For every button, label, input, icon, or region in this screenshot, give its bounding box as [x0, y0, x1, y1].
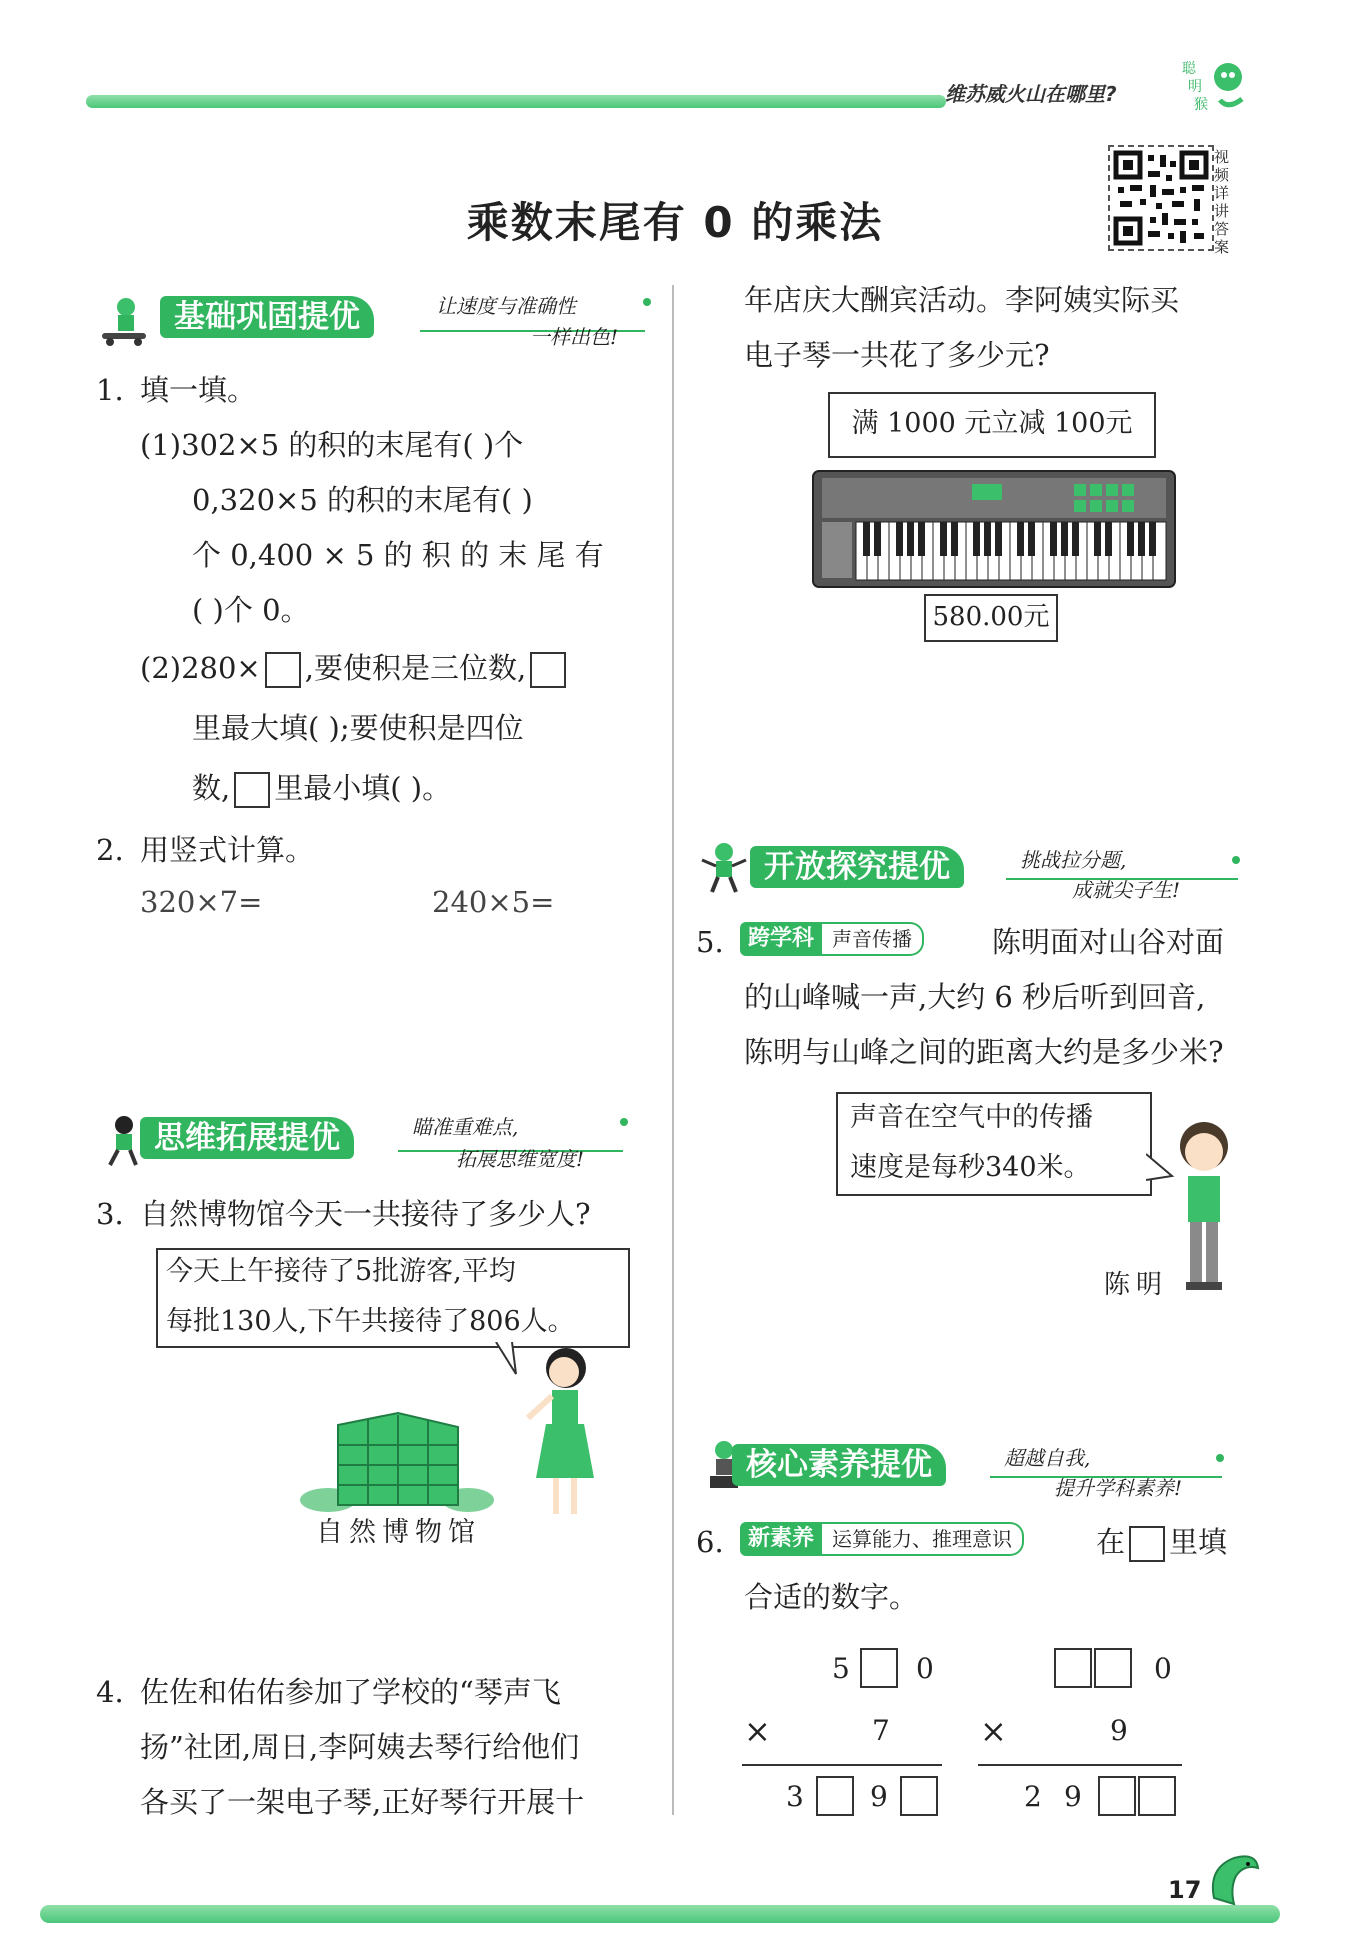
- header-tip: 维苏威火山在哪里?: [945, 82, 1117, 106]
- q6-badge: [740, 1522, 1024, 1556]
- q1-part2-line1: [140, 640, 570, 696]
- q1-part1-line2: 0,320×5 的积的末尾有( ): [192, 483, 533, 517]
- calc1-line: [742, 1764, 942, 1766]
- header-bar: [86, 95, 946, 108]
- q1-part1-line4: ( )个 0。: [192, 593, 310, 627]
- q2-title: 用竖式计算。: [140, 833, 315, 867]
- q6-line1-text-b: 里填: [1169, 1525, 1228, 1559]
- calc1-result-digit-b: 9: [870, 1780, 888, 1813]
- calc1-top-box[interactable]: [860, 1648, 898, 1688]
- calc2-top-box-1[interactable]: [1054, 1648, 1092, 1688]
- q4-line1: 佐佐和佑佑参加了学校的“琴声飞: [140, 1675, 561, 1709]
- svg-text:明: 明: [1188, 79, 1202, 95]
- q3-speech-bubble: [156, 1248, 630, 1348]
- answer-box[interactable]: [265, 652, 301, 688]
- q1-part1-line3: 个 0,400 × 5 的 积 的 末 尾 有: [192, 538, 604, 572]
- promo-sign: 满 1000 元立减 100元: [828, 392, 1156, 458]
- q6-line2: 合适的数字。: [744, 1580, 919, 1614]
- electronic-keyboard-icon: [812, 470, 1176, 588]
- qr-label: 视频详讲答案: [1214, 148, 1230, 256]
- answer-box[interactable]: [1129, 1526, 1165, 1562]
- calc2-times-sign: ×: [980, 1712, 1007, 1750]
- section-basic-slogan-2: 一样出色!: [530, 325, 619, 349]
- dolphin-mascot-icon: [1204, 1848, 1262, 1908]
- section-open-slogan-2: 成就尖子生!: [1072, 878, 1181, 902]
- section-open-dot: [1232, 856, 1240, 864]
- q5-badge-topic: 声音传播: [822, 922, 924, 956]
- q6-line1-text-a: 在: [1096, 1525, 1126, 1559]
- q4-number: 4.: [96, 1675, 124, 1709]
- q6-number: 6.: [696, 1525, 724, 1559]
- section-core-dot: [1216, 1454, 1224, 1462]
- calc1-times-sign: ×: [744, 1712, 771, 1750]
- calc2-result-box-2[interactable]: [1138, 1776, 1176, 1816]
- spinning-kid-icon: [696, 840, 752, 894]
- q4-line3: 各买了一架电子琴,正好琴行开展十: [140, 1785, 585, 1819]
- answer-box[interactable]: [530, 652, 566, 688]
- calc1-result-box-1[interactable]: [816, 1776, 854, 1816]
- monkey-mascot-icon: [1180, 55, 1250, 115]
- q3-bubble-line1: 今天上午接待了5批游客,平均: [166, 1256, 516, 1287]
- calc2-result-digit-b: 9: [1064, 1780, 1082, 1813]
- footer-bar: [40, 1905, 1280, 1923]
- q4-line5: 电子琴一共花了多少元?: [744, 338, 1050, 372]
- q5-line1: 陈明面对山谷对面: [992, 925, 1225, 959]
- q5-badge-type: 跨学科: [740, 922, 822, 956]
- q5-line3: 陈明与山峰之间的距离大约是多少米?: [744, 1035, 1224, 1069]
- skateboard-kid-icon: [96, 293, 152, 347]
- calc1-top-digit-a: 5: [832, 1652, 850, 1685]
- section-basic-dot: [643, 298, 651, 306]
- q5-line2: 的山峰喊一声,大约 6 秒后听到回音,: [744, 980, 1206, 1014]
- svg-text:猴: 猴: [1194, 97, 1208, 113]
- q3-number: 3.: [96, 1197, 124, 1231]
- girl-character-icon: [518, 1338, 608, 1528]
- q5-badge: [740, 922, 924, 956]
- q6-badge-type: 新素养: [740, 1522, 822, 1556]
- calc1-result-digit-a: 3: [786, 1780, 804, 1813]
- q1-title: 填一填。: [140, 373, 257, 407]
- q4-line4: 年店庆大酬宾活动。李阿姨实际买: [744, 283, 1180, 317]
- calc2-line: [978, 1764, 1182, 1766]
- calc1-multiplier: 7: [872, 1714, 890, 1747]
- page-title: 乘数末尾有 0 的乘法: [466, 198, 884, 247]
- q5-person-name: 陈明: [1104, 1270, 1169, 1300]
- calc2-multiplier: 9: [1110, 1714, 1128, 1747]
- section-core-tab: 核心素养提优: [732, 1444, 946, 1486]
- museum-building-icon: [298, 1405, 496, 1515]
- q1-part1-line1: (1)302×5 的积的末尾有( )个: [140, 428, 524, 462]
- section-thinking-dot: [620, 1118, 628, 1126]
- answer-box[interactable]: [234, 772, 270, 808]
- calc2-result-digit-a: 2: [1024, 1780, 1042, 1813]
- q2-expression-1: 320×7=: [140, 885, 263, 919]
- section-open-slogan-1: 挑战拉分题,: [1020, 848, 1127, 872]
- q5-speech-bubble: [836, 1092, 1152, 1196]
- q2-expression-2: 240×5=: [432, 885, 555, 919]
- q1-part2-text-d: 里最小填( )。: [274, 771, 452, 805]
- q5-bubble-line2: 速度是每秒340米。: [850, 1152, 1091, 1183]
- price-tag: 580.00元: [924, 594, 1058, 642]
- calc2-top-box-2[interactable]: [1094, 1648, 1132, 1688]
- calc2-result-box-1[interactable]: [1098, 1776, 1136, 1816]
- q1-part2-text-b: ,要使积是三位数,: [304, 651, 527, 685]
- q6-line1: [1096, 1514, 1227, 1570]
- q1-number: 1.: [96, 373, 124, 407]
- section-core-slogan-1: 超越自我,: [1004, 1446, 1091, 1470]
- q2-number: 2.: [96, 833, 124, 867]
- q4-line2: 扬”社团,周日,李阿姨去琴行给他们: [140, 1730, 580, 1764]
- calc2-top-digit: 0: [1154, 1652, 1172, 1685]
- section-thinking-tab: 思维拓展提优: [140, 1117, 354, 1159]
- q3-text: 自然博物馆今天一共接待了多少人?: [140, 1197, 591, 1231]
- page-number: 17: [1168, 1876, 1202, 1904]
- q5-number: 5.: [696, 925, 724, 959]
- section-open-tab: 开放探究提优: [750, 846, 964, 888]
- q1-part2-text-a: (2)280×: [140, 651, 261, 685]
- section-thinking-slogan-1: 瞄准重难点,: [412, 1115, 519, 1139]
- q1-part2-text-c: 数,: [192, 771, 231, 805]
- section-thinking-slogan-2: 拓展思维宽度!: [456, 1147, 585, 1171]
- section-core-slogan-2: 提升学科素养!: [1054, 1476, 1183, 1500]
- museum-label: 自然博物馆: [316, 1517, 481, 1548]
- section-basic-tab: 基础巩固提优: [160, 296, 374, 338]
- calc1-top-digit-b: 0: [916, 1652, 934, 1685]
- q5-bubble-line1: 声音在空气中的传播: [850, 1102, 1093, 1133]
- section-basic-slogan-1: 让速度与准确性: [436, 294, 576, 318]
- q1-part2-line2: 里最大填( );要使积是四位: [192, 711, 524, 745]
- svg-text:聪: 聪: [1182, 61, 1196, 77]
- column-divider: [672, 285, 674, 1815]
- q6-badge-topic: 运算能力、推理意识: [822, 1522, 1024, 1556]
- q3-bubble-line2: 每批130人,下午共接待了806人。: [166, 1306, 575, 1337]
- boy-character-icon: [1164, 1112, 1244, 1302]
- q1-part2-line3: [192, 760, 451, 816]
- calc1-result-box-2[interactable]: [900, 1776, 938, 1816]
